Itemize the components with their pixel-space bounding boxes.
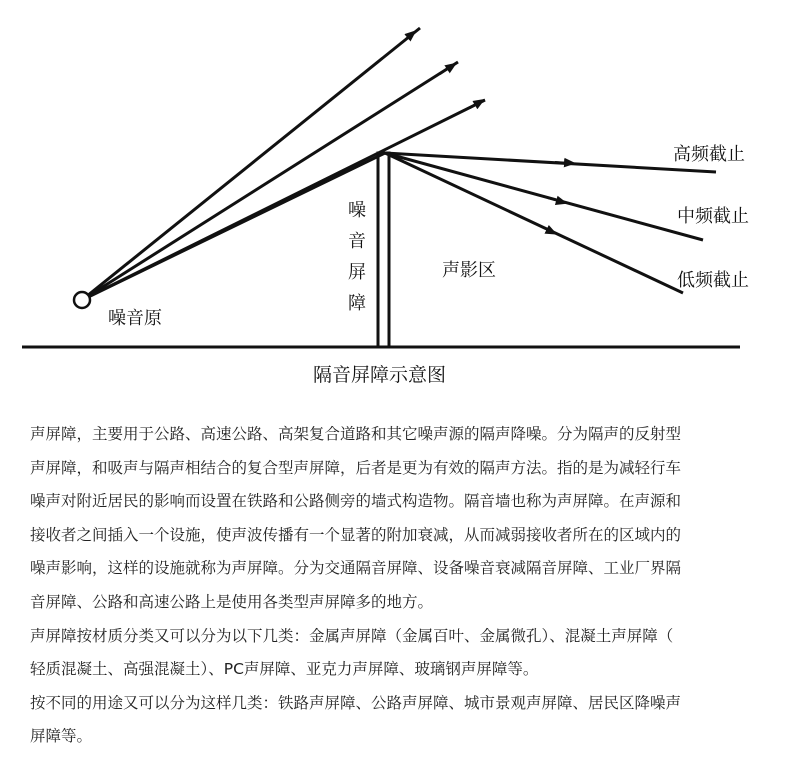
- ray-1: [82, 28, 420, 300]
- text-line: 接收者之间插入一个设施，使声波传播有一个显著的附加衰减，从而减弱接收者所在的区域内的: [30, 525, 682, 544]
- barrier-wall: [378, 153, 389, 347]
- text-line: 声屏障，主要用于公路、高速公路、高架复合道路和其它噪声源的隔声降噪。分为隔声的反射型: [30, 425, 682, 443]
- text-line: 噪声对附近居民的影响而设置在铁路和公路侧旁的墙式构造物。隔音墙也称为声屏障。在声源和: [30, 492, 682, 511]
- mid-freq-label: 中频截止: [677, 206, 749, 227]
- shadow-zone-label: 声影区: [442, 260, 496, 281]
- text-line: 轻质混凝土、高强混凝土）、PC声屏障、亚克力声屏障、玻璃钢声屏障等。: [30, 660, 539, 679]
- ray-2: [82, 62, 458, 300]
- source-icon: [74, 292, 90, 308]
- ray-high: [385, 153, 716, 172]
- low-freq-label: 低频截止: [677, 270, 749, 291]
- diagram-caption: 隔音屏障示意图: [313, 364, 447, 386]
- high-freq-label: 高频截止: [673, 144, 745, 165]
- text-line: 声屏障按材质分类又可以分为以下几类：金属声屏障（金属百叶、金属微孔）、混凝土声屏障（: [30, 626, 674, 645]
- barrier-label: 噪音屏障: [348, 200, 366, 314]
- ray-4: [82, 153, 385, 300]
- text-line: 音屏障、公路和高速公路上是使用各类型声屏障多的地方。: [30, 592, 434, 611]
- description-text: [30, 418, 770, 754]
- text-line: 噪声影响，这样的设施就称为声屏障。分为交通隔音屏障、设备噪音衰减隔音屏障、工业厂界隔: [30, 559, 682, 578]
- text-line: 按不同的用途又可以分为这样几类：铁路声屏障、公路声屏障、城市景观声屏障、居民区降噪声: [30, 693, 682, 712]
- text-line: 声屏障，和吸声与隔声相结合的复合型声屏障，后者是更为有效的隔声方法。指的是为减轻行车: [30, 458, 682, 477]
- text-line: 屏障等。: [30, 727, 93, 746]
- source-label: 噪音原: [108, 308, 162, 329]
